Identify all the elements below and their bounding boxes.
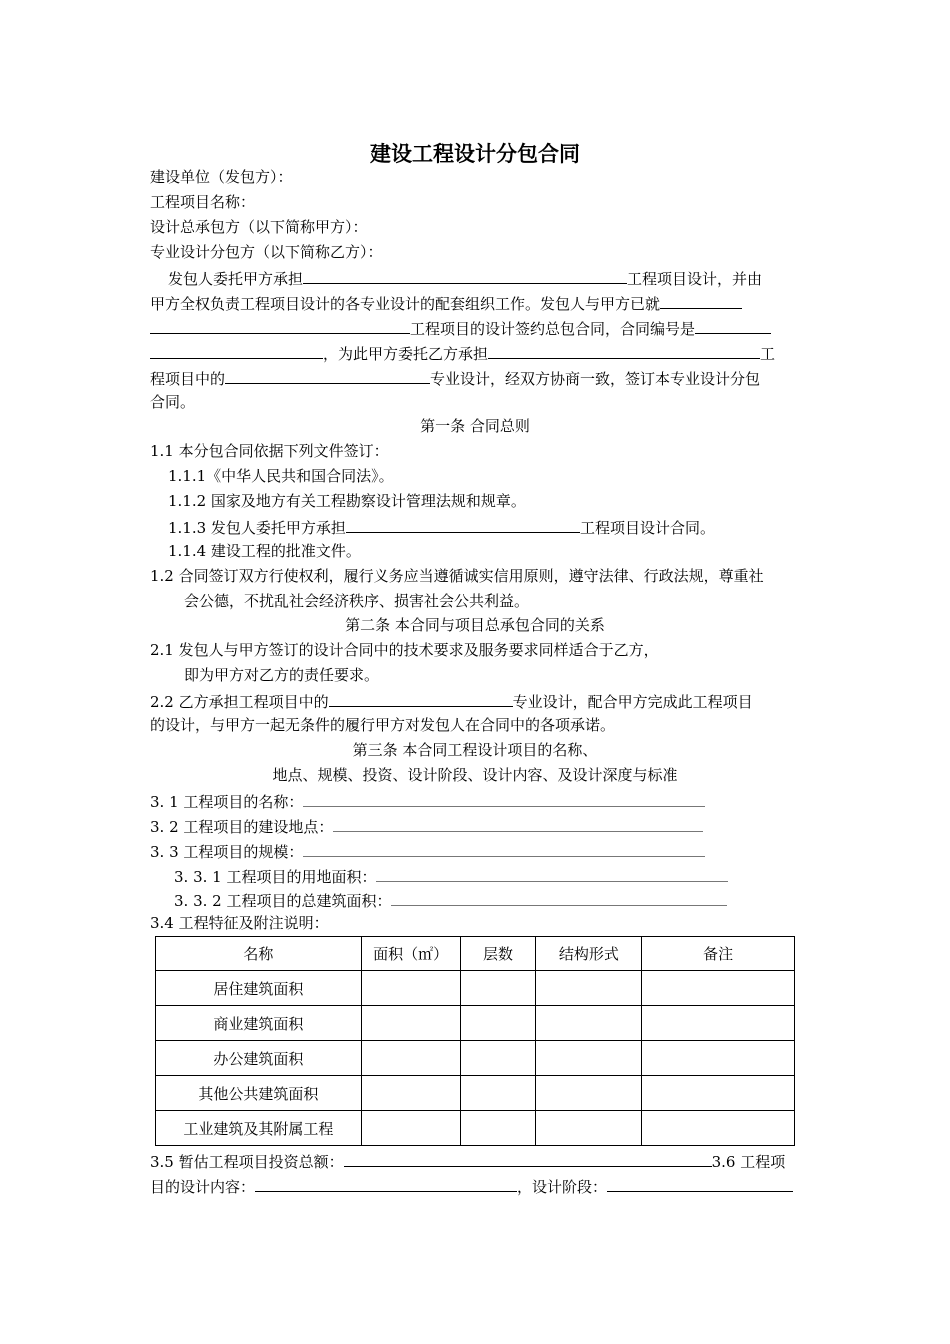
column-header: 备注 — [642, 937, 795, 971]
table-row — [156, 1076, 795, 1111]
table-cell[interactable] — [536, 971, 642, 1006]
clause-3-3: 3. 3 工程项目的规模： — [150, 840, 705, 860]
preamble-line-2: 甲方全权负责工程项目设计的各专业设计的配套组织工作。发包人与甲方已就 — [150, 292, 742, 312]
preamble-line-6: 合同。 — [150, 393, 196, 411]
contract-number-field[interactable] — [695, 317, 771, 334]
design-stage-field[interactable] — [607, 1175, 793, 1192]
project-name-field[interactable] — [303, 790, 705, 807]
project-location-field[interactable] — [333, 815, 703, 832]
table-cell[interactable] — [361, 1076, 460, 1111]
table-cell[interactable] — [536, 1111, 642, 1146]
clause-1-1-2: 1.1.2 国家及地方有关工程勘察设计管理法规和规章。 — [168, 492, 526, 510]
clause-1-1: 1.1 本分包合同依据下列文件签订： — [150, 442, 389, 460]
table-header-row — [156, 937, 795, 971]
project-name-label: 工程项目名称： — [150, 193, 256, 211]
design-content-field[interactable] — [255, 1175, 517, 1192]
table-cell[interactable] — [361, 1006, 460, 1041]
table-cell[interactable] — [642, 1041, 795, 1076]
row-label: 办公建筑面积 — [156, 1041, 362, 1076]
builder-label: 建设单位（发包方）： — [150, 168, 293, 186]
column-header: 层数 — [460, 937, 536, 971]
table-cell[interactable] — [642, 971, 795, 1006]
subcontractor-label: 专业设计分包方（以下简称乙方）： — [150, 243, 383, 261]
clause-3-1: 3. 1 工程项目的名称： — [150, 790, 705, 810]
table-cell[interactable] — [536, 1006, 642, 1041]
clause-3-6: 目的设计内容： ，设计阶段： — [150, 1175, 793, 1195]
clause-3-4: 3.4 工程特征及附注说明： — [150, 914, 329, 932]
row-label: 居住建筑面积 — [156, 971, 362, 1006]
table-cell[interactable] — [361, 971, 460, 1006]
blank-field[interactable] — [660, 292, 742, 309]
article-3-subheading: 地点、规模、投资、设计阶段、设计内容、及设计深度与标准 — [272, 766, 678, 784]
column-header: 名称 — [156, 937, 362, 971]
column-header: 结构形式 — [536, 937, 642, 971]
clause-3-3-1: 3. 3. 1 工程项目的用地面积： — [174, 865, 728, 885]
table-row — [156, 1006, 795, 1041]
project-scale-field[interactable] — [303, 840, 705, 857]
clause-1-2-cont: 会公德，不扰乱社会经济秩序、损害社会公共利益。 — [184, 592, 530, 610]
table-cell[interactable] — [460, 971, 536, 1006]
table-cell[interactable] — [460, 1111, 536, 1146]
table-cell[interactable] — [536, 1076, 642, 1111]
clause-1-1-1: 1.1.1《中华人民共和国合同法》。 — [168, 467, 394, 485]
table-row — [156, 1111, 795, 1146]
row-label: 商业建筑面积 — [156, 1006, 362, 1041]
clause-1-1-4: 1.1.4 建设工程的批准文件。 — [168, 542, 361, 560]
row-label: 其他公共建筑面积 — [156, 1076, 362, 1111]
clause-1-1-3: 1.1.3 发包人委托甲方承担 工程项目设计合同。 — [168, 516, 715, 536]
article-1-heading: 第一条 合同总则 — [420, 417, 530, 435]
table-cell[interactable] — [460, 1041, 536, 1076]
preamble-line-1: 发包人委托甲方承担 工程项目设计，并由 — [168, 267, 762, 287]
preamble-line-4: ，为此甲方委托乙方承担 工 — [150, 342, 775, 362]
general-contractor-label: 设计总承包方（以下简称甲方）： — [150, 218, 368, 236]
total-floor-area-field[interactable] — [391, 889, 727, 906]
blank-field[interactable] — [346, 516, 580, 533]
preamble-line-3: 工程项目的设计签约总包合同，合同编号是 — [150, 317, 771, 337]
table-cell[interactable] — [642, 1076, 795, 1111]
clause-2-1: 2.1 发包人与甲方签订的设计合同中的技术要求及服务要求同样适合于乙方， — [150, 641, 659, 659]
table-cell[interactable] — [361, 1041, 460, 1076]
blank-field[interactable] — [150, 317, 410, 334]
row-label: 工业建筑及其附属工程 — [156, 1111, 362, 1146]
blank-field[interactable] — [150, 342, 323, 359]
article-2-heading: 第二条 本合同与项目总承包合同的关系 — [345, 616, 605, 634]
table-cell[interactable] — [460, 1076, 536, 1111]
table-cell[interactable] — [361, 1111, 460, 1146]
preamble-line-5: 程项目中的 专业设计，经双方协商一致，签订本专业设计分包 — [150, 367, 760, 387]
clause-3-2: 3. 2 工程项目的建设地点： — [150, 815, 703, 835]
blank-field[interactable] — [488, 342, 760, 359]
project-features-table — [155, 936, 795, 1146]
blank-field[interactable] — [225, 367, 430, 384]
clause-2-2-cont: 的设计，与甲方一起无条件的履行甲方对发包人在合同中的各项承诺。 — [150, 716, 616, 734]
table-cell[interactable] — [536, 1041, 642, 1076]
clause-1-2: 1.2 合同签订双方行使权利，履行义务应当遵循诚实信用原则，遵守法律、行政法规，尊重社 — [150, 567, 764, 585]
blank-field[interactable] — [329, 690, 513, 707]
table-cell[interactable] — [460, 1006, 536, 1041]
column-header: 面积（㎡） — [361, 937, 460, 971]
page-title: 建设工程设计分包合同 — [370, 141, 580, 166]
clause-2-2: 2.2 乙方承担工程项目中的 专业设计，配合甲方完成此工程项目 — [150, 690, 753, 710]
land-area-field[interactable] — [376, 865, 728, 882]
table-cell[interactable] — [642, 1111, 795, 1146]
table-cell[interactable] — [642, 1006, 795, 1041]
clause-2-1-cont: 即为甲方对乙方的责任要求。 — [184, 666, 380, 684]
blank-field[interactable] — [303, 267, 627, 284]
article-3-heading: 第三条 本合同工程设计项目的名称、 — [352, 741, 598, 759]
clause-3-3-2: 3. 3. 2 工程项目的总建筑面积： — [174, 889, 727, 909]
investment-total-field[interactable] — [344, 1150, 712, 1167]
table-row — [156, 1041, 795, 1076]
clause-3-5: 3.5 暂估工程项目投资总额： 3.6 工程项 — [150, 1150, 785, 1170]
table-row — [156, 971, 795, 1006]
